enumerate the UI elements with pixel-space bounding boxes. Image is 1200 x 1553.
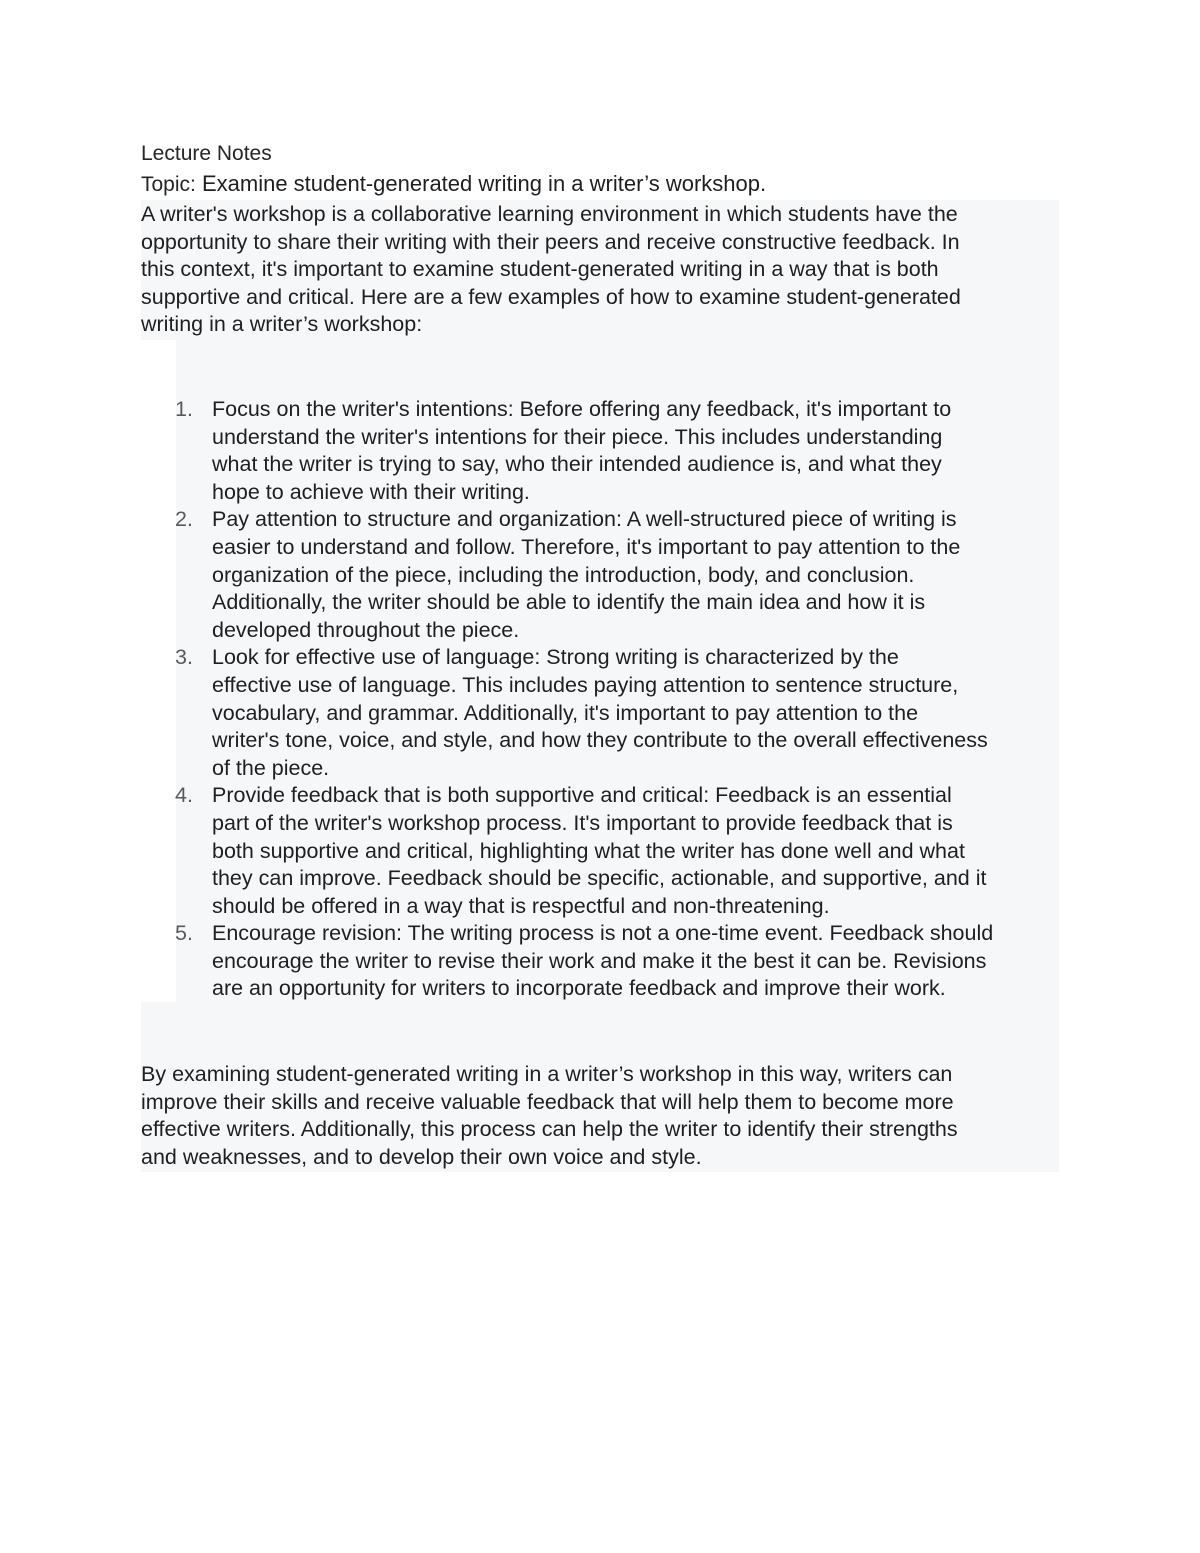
conclusion-paragraph [141,1061,1066,1171]
list-item-number: 3. [175,645,193,670]
list-item-line: Additionally, the writer should be able to identify the main idea and how it is [212,590,926,615]
conclusion-line: improve their skills and receive valuable feedback that will help them to become more [141,1089,954,1114]
intro-line: writing in a writer’s workshop: [141,312,423,337]
list-item-line: hope to achieve with their writing. [212,479,530,504]
intro-line: A writer's workshop is a collaborative learning environment in which students have the [141,202,958,226]
list-item-line: what the writer is trying to say, who their intended audience is, and what they [212,452,942,477]
list-item-line: part of the writer's workshop process. It's important to provide feedback that is [212,810,953,835]
list-item [141,920,1066,1003]
list-item-line: Pay attention to structure and organization: A well-structured piece of writing is [212,507,957,532]
list-item-line: Encourage revision: The writing process is not a one-time event. Feedback should [212,921,994,946]
list-item-line: they can improve. Feedback should be specific, actionable, and supportive, and it [212,866,987,891]
list-item-number: 4. [175,783,193,808]
list-item-line: organization of the piece, including the introduction, body, and conclusion. [212,562,915,587]
list-item-line: encourage the writer to revise their work and make it the best it can be. Revisions [212,948,987,973]
list-item [141,644,1066,782]
topic-label: Topic: [141,173,196,196]
list-item-number: 5. [175,921,193,946]
list-item [141,782,1066,920]
list-item-line: developed throughout the piece. [212,617,520,642]
topic-text: Examine student-generated writing in a writer’s workshop. [195,171,767,196]
conclusion-line: By examining student-generated writing in a writer’s workshop in this way, writers can [141,1062,953,1086]
list-item-line: vocabulary, and grammar. Additionally, it's important to pay attention to the [212,700,919,725]
list-item [141,396,1066,506]
list-item-line: both supportive and critical, highlighting what the writer has done well and what [212,838,965,863]
list-item-line: Look for effective use of language: Strong writing is characterized by the [212,645,899,670]
intro-line: opportunity to share their writing with their peers and receive constructive feedback. In [141,229,960,254]
document-title: Lecture Notes [141,142,272,165]
list-item-line: writer's tone, voice, and style, and how they contribute to the overall effectiveness [212,728,988,753]
list-item-line: Focus on the writer's intentions: Before offering any feedback, it's important to [212,397,952,421]
conclusion-line: effective writers. Additionally, this process can help the writer to identify their strengths [141,1117,958,1142]
intro-line: supportive and critical. Here are a few examples of how to examine student-generated [141,284,961,309]
topic-line [141,170,766,199]
list-item-line: understand the writer's intentions for their piece. This includes understanding [212,424,943,449]
list-item-line: should be offered in a way that is respectful and non-threatening. [212,893,830,918]
list-item-number: 2. [175,507,193,532]
intro-line: this context, it's important to examine student-generated writing in a way that is both [141,257,939,282]
list-item-line: effective use of language. This includes paying attention to sentence structure, [212,672,959,697]
list-item-line: easier to understand and follow. Therefore, it's important to pay attention to the [212,534,961,559]
list-item-line: are an opportunity for writers to incorporate feedback and improve their work. [212,976,946,1001]
intro-paragraph [141,201,1066,339]
list-item-number: 1. [175,397,193,421]
list-item [141,506,1066,644]
conclusion-line: and weaknesses, and to develop their own voice and style. [141,1144,702,1169]
examples-list [141,396,1066,1003]
list-item-line: of the piece. [212,755,330,780]
list-item-line: Provide feedback that is both supportive and critical: Feedback is an essential [212,783,952,808]
